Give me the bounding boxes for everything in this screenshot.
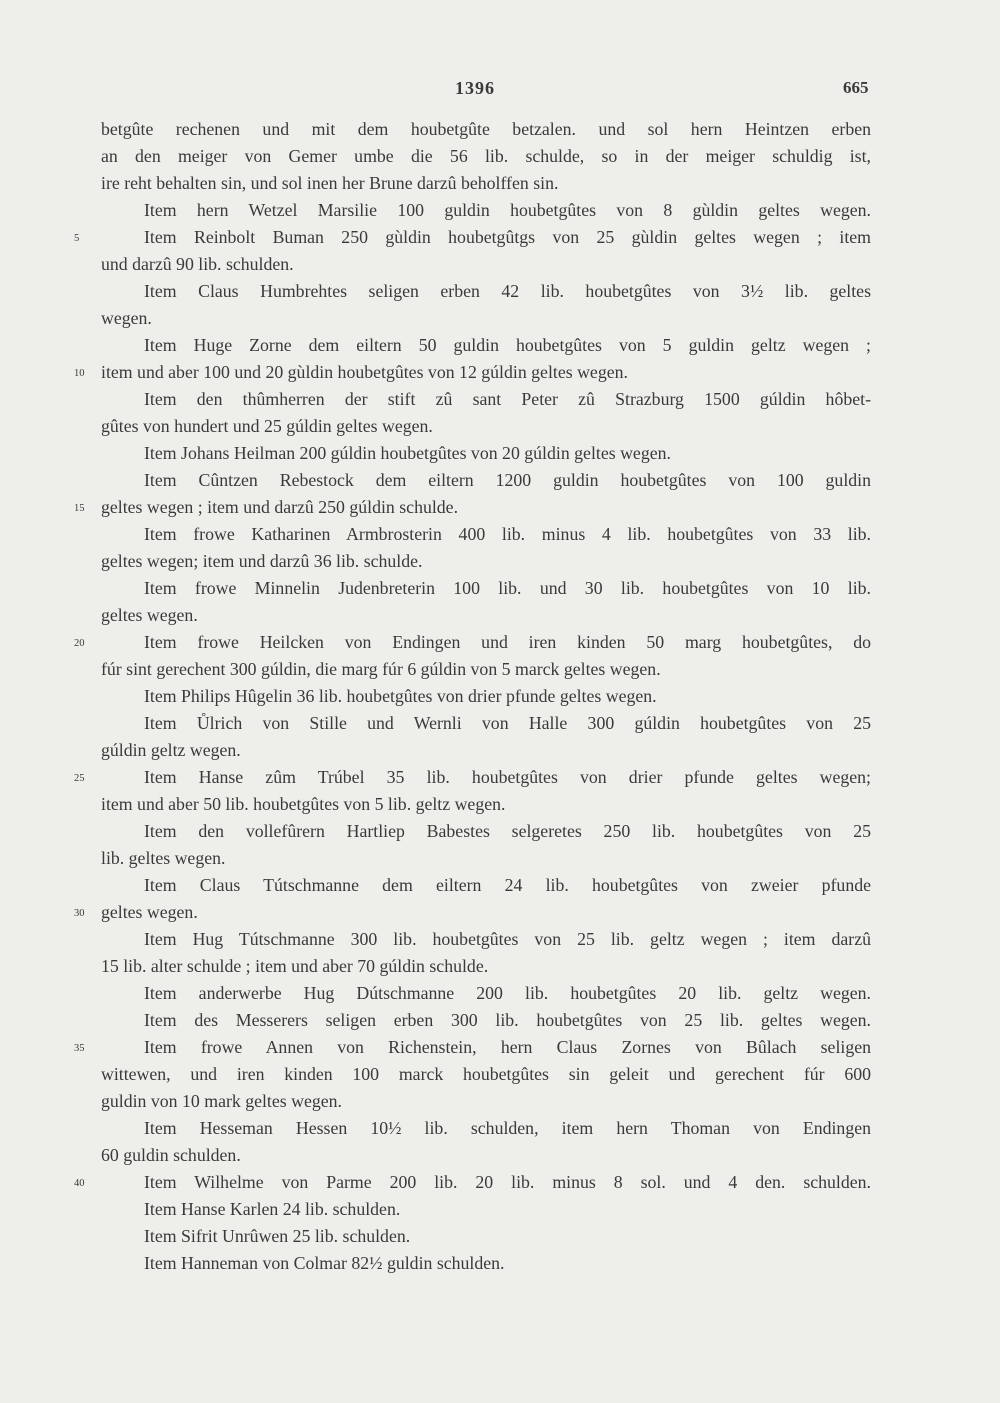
line-text: Item Hesseman Hessen 10½ lib. schulden, item hern Thoman von Endingen xyxy=(144,1118,871,1138)
line-text: ire reht behalten sin, und sol inen her Brune darzû beholffen sin. xyxy=(101,173,559,193)
text-line xyxy=(74,764,871,791)
text-line xyxy=(101,440,871,467)
line-text: wegen. xyxy=(101,308,152,328)
text-line xyxy=(101,953,871,980)
line-text: Item anderwerbe Hug Dútschmanne 200 lib. houbetgûtes 20 lib. geltz wegen. xyxy=(144,983,871,1003)
text-line xyxy=(101,980,871,1007)
page-header xyxy=(0,78,1000,102)
line-text: geltes wegen; item und darzû 36 lib. schulde. xyxy=(101,551,423,571)
text-line xyxy=(101,1007,871,1034)
line-text: Item den thûmherren der stift zû sant Peter zû Strazburg 1500 gúldin hôbet- xyxy=(144,389,871,409)
text-line xyxy=(101,1196,871,1223)
line-number: 5 xyxy=(74,233,80,244)
line-text: Item Claus Tútschmanne dem eiltern 24 lib. houbetgûtes von zweier pfunde xyxy=(144,875,871,895)
line-text: 15 lib. alter schulde ; item und aber 70 gúldin schulde. xyxy=(101,956,489,976)
line-text: Item Reinbolt Buman 250 gùldin houbetgûtgs von 25 gùldin geltes wegen ; item xyxy=(144,227,871,247)
text-line xyxy=(101,521,871,548)
line-text: Item Hanneman von Colmar 82½ guldin schulden. xyxy=(144,1253,505,1273)
text-line xyxy=(101,656,871,683)
text-line xyxy=(101,683,871,710)
line-text: fúr sint gerechent 300 gúldin, die marg fúr 6 gúldin von 5 marck geltes wegen. xyxy=(101,659,661,679)
text-line xyxy=(101,602,871,629)
line-text: Item Ůlrich von Stille und Wernli von Halle 300 gúldin houbetgûtes von 25 xyxy=(144,713,871,733)
text-line xyxy=(74,899,871,926)
text-line xyxy=(101,116,871,143)
text-line xyxy=(101,251,871,278)
line-text: 60 guldin schulden. xyxy=(101,1145,241,1165)
line-number: 10 xyxy=(74,368,85,379)
line-text: und darzû 90 lib. schulden. xyxy=(101,254,294,274)
text-line xyxy=(101,737,871,764)
text-line xyxy=(101,413,871,440)
line-text: Item den vollefûrern Hartliep Babestes selgeretes 250 lib. houbetgûtes von 25 xyxy=(144,821,871,841)
line-text: geltes wegen. xyxy=(101,605,198,625)
body-text xyxy=(74,116,871,1277)
line-text: wittewen, und iren kinden 100 marck houbetgûtes sin geleit und gerechent fúr 600 xyxy=(101,1064,871,1084)
line-text: Item Hug Tútschmanne 300 lib. houbetgûtes von 25 lib. geltz wegen ; item darzû xyxy=(144,929,871,949)
text-line xyxy=(74,224,871,251)
text-line xyxy=(101,332,871,359)
line-text: Item Claus Humbrehtes seligen erben 42 lib. houbetgûtes von 3½ lib. geltes xyxy=(144,281,871,301)
line-number: 30 xyxy=(74,908,85,919)
text-line xyxy=(74,359,871,386)
line-text: Item Philips Hûgelin 36 lib. houbetgûtes von drier pfunde geltes wegen. xyxy=(144,686,657,706)
text-line xyxy=(101,548,871,575)
line-text: item und aber 50 lib. houbetgûtes von 5 lib. geltz wegen. xyxy=(101,794,506,814)
line-number: 25 xyxy=(74,773,85,784)
text-line xyxy=(74,1169,871,1196)
line-text: Item Huge Zorne dem eiltern 50 guldin houbetgûtes von 5 guldin geltz wegen ; xyxy=(144,335,871,355)
text-line xyxy=(101,170,871,197)
line-text: lib. geltes wegen. xyxy=(101,848,226,868)
text-line xyxy=(101,1223,871,1250)
running-year: 1396 xyxy=(455,78,495,98)
line-text: Item frowe Minnelin Judenbreterin 100 lib. und 30 lib. houbetgûtes von 10 lib. xyxy=(144,578,871,598)
line-text: Item Hanse zûm Trúbel 35 lib. houbetgûtes von drier pfunde geltes wegen; xyxy=(144,767,871,787)
line-text: Item frowe Annen von Richenstein, hern Claus Zornes von Bûlach seligen xyxy=(144,1037,871,1057)
text-line xyxy=(74,1034,871,1061)
text-line xyxy=(101,872,871,899)
line-number: 20 xyxy=(74,638,85,649)
text-line xyxy=(74,494,871,521)
text-line xyxy=(101,143,871,170)
text-line xyxy=(101,575,871,602)
text-line xyxy=(101,1115,871,1142)
page-number: 665 xyxy=(843,78,869,97)
text-line xyxy=(101,197,871,224)
text-line xyxy=(101,386,871,413)
line-text: gûtes von hundert und 25 gúldin geltes wegen. xyxy=(101,416,433,436)
line-text: an den meiger von Gemer umbe die 56 lib. schulde, so in der meiger schuldig ist, xyxy=(101,146,871,166)
text-line xyxy=(101,1142,871,1169)
line-text: geltes wegen. xyxy=(101,902,198,922)
line-text: guldin von 10 mark geltes wegen. xyxy=(101,1091,342,1111)
text-line xyxy=(101,710,871,737)
text-line xyxy=(101,926,871,953)
line-text: Item Sifrit Unrûwen 25 lib. schulden. xyxy=(144,1226,411,1246)
text-line xyxy=(101,1250,871,1277)
text-line xyxy=(101,278,871,305)
text-line xyxy=(101,467,871,494)
text-line xyxy=(101,1061,871,1088)
line-text: Item frowe Heilcken von Endingen und iren kinden 50 marg houbetgûtes, do xyxy=(144,632,871,652)
text-line xyxy=(101,791,871,818)
line-text: Item Wilhelme von Parme 200 lib. 20 lib. minus 8 sol. und 4 den. schulden. xyxy=(144,1172,871,1192)
line-number: 40 xyxy=(74,1178,85,1189)
line-text: Item des Messerers seligen erben 300 lib. houbetgûtes von 25 lib. geltes wegen. xyxy=(144,1010,871,1030)
line-text: Item Cûntzen Rebestock dem eiltern 1200 guldin houbetgûtes von 100 guldin xyxy=(144,470,871,490)
line-text: Item frowe Katharinen Armbrosterin 400 lib. minus 4 lib. houbetgûtes von 33 lib. xyxy=(144,524,871,544)
line-text: gúldin geltz wegen. xyxy=(101,740,241,760)
line-number: 35 xyxy=(74,1043,85,1054)
line-text: Item Hanse Karlen 24 lib. schulden. xyxy=(144,1199,401,1219)
text-line xyxy=(101,818,871,845)
line-number: 15 xyxy=(74,503,85,514)
line-text: Item Johans Heilman 200 gúldin houbetgûtes von 20 gúldin geltes wegen. xyxy=(144,443,671,463)
line-text: geltes wegen ; item und darzû 250 gúldin schulde. xyxy=(101,497,459,517)
line-text: betgûte rechenen und mit dem houbetgûte betzalen. und sol hern Heintzen erben xyxy=(101,119,871,139)
line-text: item und aber 100 und 20 gùldin houbetgûtes von 12 gúldin geltes wegen. xyxy=(101,362,628,382)
text-line xyxy=(101,305,871,332)
text-line xyxy=(101,845,871,872)
text-line xyxy=(101,1088,871,1115)
text-line xyxy=(74,629,871,656)
line-text: Item hern Wetzel Marsilie 100 guldin houbetgûtes von 8 gùldin geltes wegen. xyxy=(144,200,871,220)
